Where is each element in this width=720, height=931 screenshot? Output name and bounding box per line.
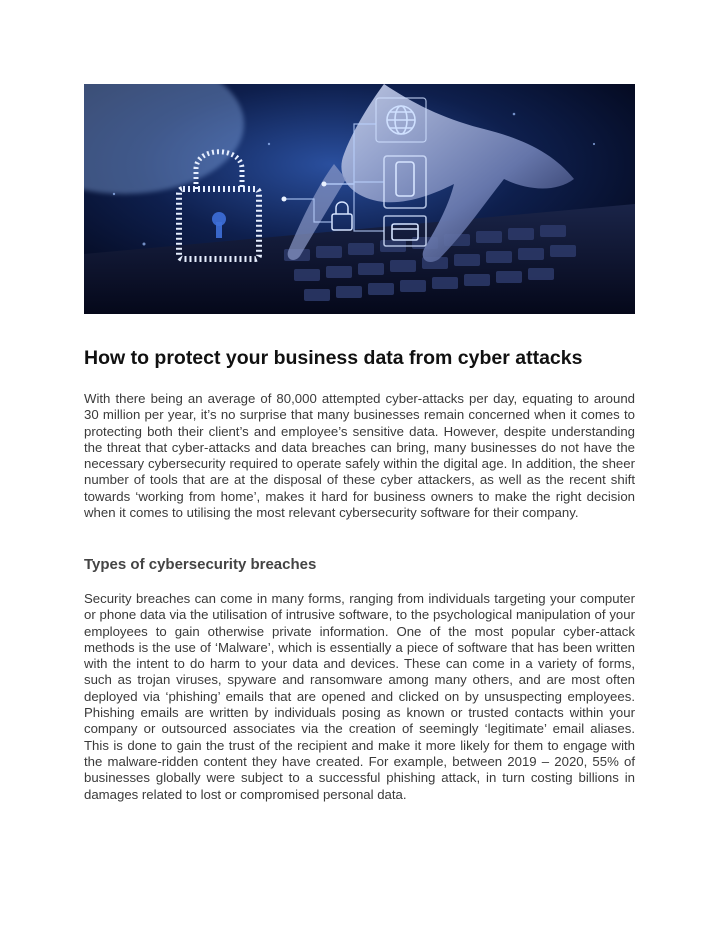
section-paragraph: Security breaches can come in many forms, ranging from individuals targeting your computer or phone data via the utilisation of intrusive software, to the psychological manipulation of your employees to gain otherwise private information. One of the most popular cyber-attack methods is the use of ‘Malware’, which is essentially a piece of software that has been written with the intent to do harm to your data and devices. These can come in a variety of forms, such as trojan viruses, spyware and ransomware among many others, and are most often deployed via ‘phishing’ emails that are opened and clicked on by unsuspecting employees. Phishing emails are written by individuals posing as known or trusted contacts within your company or outsourced associates via the creation of seemingly ‘legitimate’ email aliases. This is done to gain the trust of the recipient and make it more likely for them to engage with the malware-ridden content they have created. For example, between 2019 – 2020, 55% of businesses globally were subject to a successful phishing attack, in turn costing billions in damages related to lost or compromised personal data.	[84, 591, 635, 802]
cyber-security-illustration	[84, 84, 635, 314]
intro-paragraph: With there being an average of 80,000 attempted cyber-attacks per day, equating to around 30 million per year, it’s no surprise that many businesses remain concerned when it comes to protecting both their client’s and employee’s sensitive data. However, despite understanding the threat that cyber-attacks and data breaches can bring, many businesses do not have the necessary cybersecurity required to operate safely within the digital age. In addition, the sheer number of tools that are at the disposal of these cyber attackers, as well as the recent shift towards ‘working from home’, makes it hard for business owners to make the right decision when it comes to utilising the most relevant cybersecurity software for their company.	[84, 391, 635, 521]
article-title: How to protect your business data from cyber attacks	[84, 347, 583, 369]
hero-image	[84, 84, 635, 314]
section-heading: Types of cybersecurity breaches	[84, 556, 317, 573]
